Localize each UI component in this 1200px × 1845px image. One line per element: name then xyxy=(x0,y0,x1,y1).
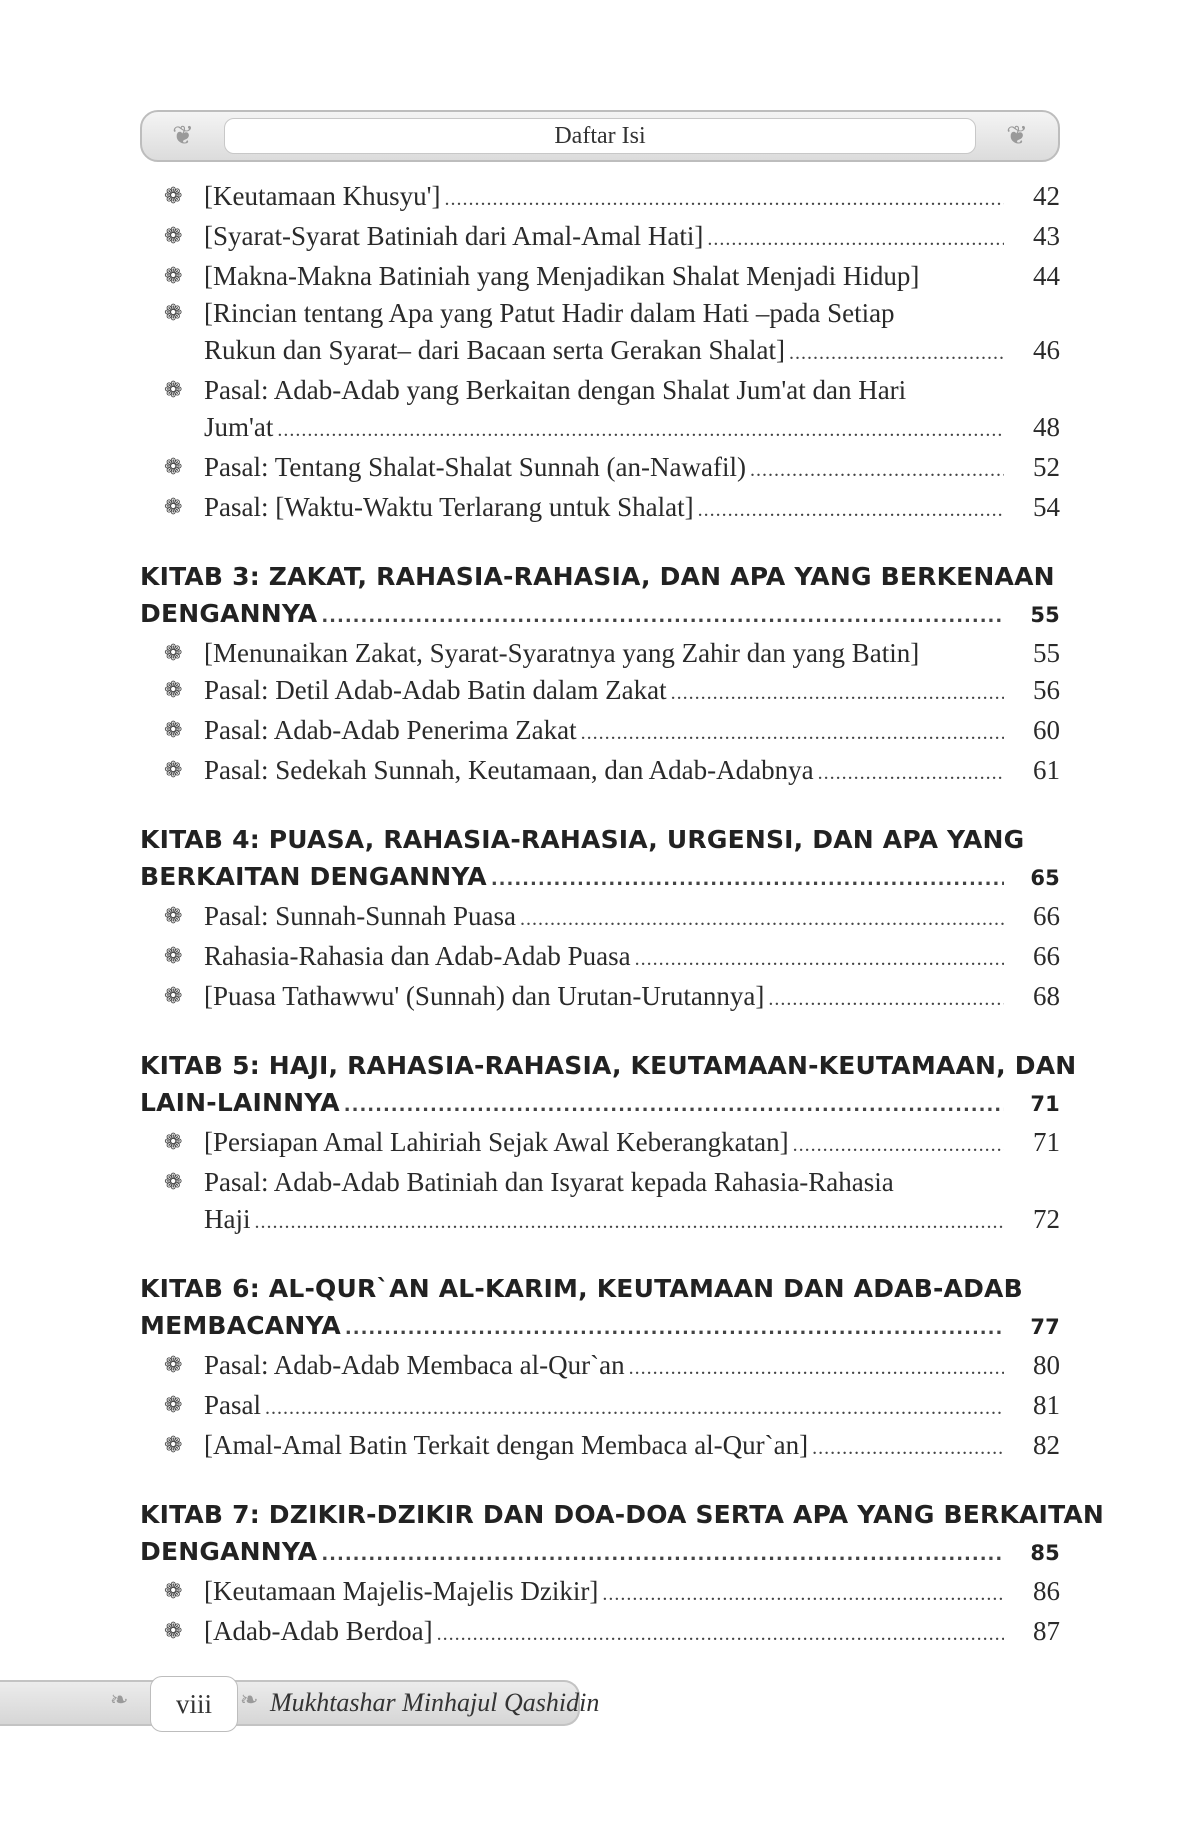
toc-line xyxy=(140,558,1060,595)
toc-page-number: 52 xyxy=(1033,452,1060,482)
toc-line xyxy=(204,178,1060,218)
toc-line-text: Pasal: Adab-Adab Membaca al-Qur`an xyxy=(204,1350,625,1380)
dot-leader xyxy=(635,941,1004,978)
toc-line xyxy=(204,635,1060,672)
toc-line-text: Pasal: [Waktu-Waktu Terlarang untuk Shalat] xyxy=(204,492,694,522)
toc-line xyxy=(140,1533,1060,1573)
flower-bullet-icon: ❁ xyxy=(164,224,183,249)
dot-leader xyxy=(818,755,1004,792)
toc-page-number: 72 xyxy=(1033,1204,1060,1234)
toc-line-text: [Keutamaan Majelis-Majelis Dzikir] xyxy=(204,1576,599,1606)
toc-line xyxy=(140,821,1060,858)
toc-line xyxy=(204,672,1060,712)
dot-leader xyxy=(321,598,1004,635)
toc-line xyxy=(204,752,1060,792)
toc-page-number: 65 xyxy=(1030,866,1060,890)
toc-line-text: Pasal: Adab-Adab Penerima Zakat xyxy=(204,715,577,745)
toc-entry[interactable] xyxy=(140,752,1060,792)
toc-line xyxy=(204,978,1060,1018)
dot-leader xyxy=(321,1536,1004,1573)
toc-line-text: Pasal: Sedekah Sunnah, Keutamaan, dan Adab-Adabnya xyxy=(204,755,814,785)
toc-line xyxy=(204,1387,1060,1427)
toc-line-text: Jum'at xyxy=(204,412,274,442)
toc-chapter-heading[interactable] xyxy=(140,1270,1060,1347)
toc-line-text: BERKAITAN DENGANNYA xyxy=(140,862,487,891)
toc-line xyxy=(204,1164,1060,1201)
dot-leader xyxy=(750,452,1004,489)
toc-line xyxy=(204,489,1060,529)
toc-page-number: 54 xyxy=(1033,492,1060,522)
toc-line-text: [Syarat-Syarat Batiniah dari Amal-Amal Hati] xyxy=(204,221,704,251)
toc-page-number: 44 xyxy=(1033,261,1060,291)
toc-line-text: KITAB 7: DZIKIR-DZIKIR DAN DOA-DOA SERTA APA YANG BERKAITAN xyxy=(140,1500,1105,1529)
toc-entry[interactable] xyxy=(140,295,1060,372)
dot-leader xyxy=(445,181,1004,218)
toc-line-text: [Makna-Makna Batiniah yang Menjadikan Shalat Menjadi Hidup] xyxy=(204,261,920,291)
toc-line-text: MEMBACANYA xyxy=(140,1311,341,1340)
toc-line-text: Rahasia-Rahasia dan Adab-Adab Puasa xyxy=(204,941,631,971)
toc-entry[interactable] xyxy=(140,178,1060,218)
toc-page-number: 87 xyxy=(1033,1616,1060,1646)
dot-leader xyxy=(671,675,1004,712)
flower-bullet-icon: ❁ xyxy=(164,184,183,209)
toc-line xyxy=(204,332,1060,372)
flower-bullet-icon: ❁ xyxy=(164,944,183,969)
toc-line-text: KITAB 3: ZAKAT, RAHASIA-RAHASIA, DAN APA YANG BERKENAAN xyxy=(140,562,1055,591)
dot-leader xyxy=(768,981,1004,1018)
toc-page-number: 55 xyxy=(1030,603,1060,627)
toc-page-number: 85 xyxy=(1030,1541,1060,1565)
filigree-ornament-icon: ❦ xyxy=(172,121,194,151)
toc-line xyxy=(204,372,1060,409)
toc-entry[interactable] xyxy=(140,1427,1060,1467)
toc-page-number: 81 xyxy=(1033,1390,1060,1420)
toc-line-text: [Rincian tentang Apa yang Patut Hadir dalam Hati –pada Setiap xyxy=(204,298,895,328)
flower-bullet-icon: ❁ xyxy=(164,378,183,403)
toc-line-text: [Adab-Adab Berdoa] xyxy=(204,1616,433,1646)
toc-line-text: [Amal-Amal Batin Terkait dengan Membaca al-Qur`an] xyxy=(204,1430,809,1460)
flower-bullet-icon: ❁ xyxy=(164,904,183,929)
toc-line-text: LAIN-LAINNYA xyxy=(140,1088,340,1117)
toc-line xyxy=(140,595,1060,635)
toc-entry[interactable] xyxy=(140,938,1060,978)
dot-leader xyxy=(277,412,1004,449)
toc-entry[interactable] xyxy=(140,898,1060,938)
toc-line-text: Pasal: Adab-Adab yang Berkaitan dengan Shalat Jum'at dan Hari xyxy=(204,375,907,405)
dot-leader xyxy=(812,1430,1004,1467)
toc-line xyxy=(140,1084,1060,1124)
toc-page-number: 77 xyxy=(1030,1315,1060,1339)
toc-entry[interactable] xyxy=(140,489,1060,529)
dot-leader xyxy=(265,1390,1004,1427)
dot-leader xyxy=(698,492,1004,529)
toc-page-number: 66 xyxy=(1033,941,1060,971)
toc-line-text: DENGANNYA xyxy=(140,1537,318,1566)
toc-page-number: 71 xyxy=(1033,1127,1060,1157)
dot-leader xyxy=(602,1576,1004,1613)
toc-line-text: Pasal xyxy=(204,1390,261,1420)
toc-line xyxy=(204,409,1060,449)
flower-bullet-icon: ❁ xyxy=(164,1433,183,1458)
toc-page-number: 48 xyxy=(1033,412,1060,442)
flower-bullet-icon: ❁ xyxy=(164,495,183,520)
toc-page-number: 46 xyxy=(1033,335,1060,365)
dot-leader xyxy=(255,1204,1005,1241)
toc-line-text: Pasal: Detil Adab-Adab Batin dalam Zakat xyxy=(204,675,667,705)
filigree-ornament-icon: ❦ xyxy=(1006,121,1028,151)
toc-entry[interactable] xyxy=(140,372,1060,449)
flower-bullet-icon: ❁ xyxy=(164,758,183,783)
toc-line xyxy=(204,295,1060,332)
flower-bullet-icon: ❁ xyxy=(164,641,183,666)
toc-line-text: Pasal: Adab-Adab Batiniah dan Isyarat kepada Rahasia-Rahasia xyxy=(204,1167,894,1197)
toc-line xyxy=(204,1613,1060,1653)
toc-line-text: [Puasa Tathawwu' (Sunnah) dan Urutan-Urutannya] xyxy=(204,981,765,1011)
toc-line xyxy=(204,1124,1060,1164)
toc-page-number: 68 xyxy=(1033,981,1060,1011)
toc-line xyxy=(204,712,1060,752)
flower-bullet-icon: ❁ xyxy=(164,678,183,703)
toc-page-number: 86 xyxy=(1033,1576,1060,1606)
header-label-box xyxy=(224,118,976,154)
toc-page-number: 56 xyxy=(1033,675,1060,705)
toc-page-number: 80 xyxy=(1033,1350,1060,1380)
flower-bullet-icon: ❁ xyxy=(164,718,183,743)
table-of-contents xyxy=(140,178,1105,1653)
toc-line xyxy=(204,898,1060,938)
toc-page-number: 55 xyxy=(1033,638,1060,668)
toc-line xyxy=(204,258,1060,295)
toc-line xyxy=(140,858,1060,898)
dot-leader xyxy=(793,1127,1004,1164)
toc-entry[interactable] xyxy=(140,978,1060,1018)
toc-line-text: [Menunaikan Zakat, Syarat-Syaratnya yang Zahir dan yang Batin] xyxy=(204,638,920,668)
toc-entry[interactable] xyxy=(140,1573,1060,1613)
toc-line-text: KITAB 5: HAJI, RAHASIA-RAHASIA, KEUTAMAAN-KEUTAMAAN, DAN xyxy=(140,1051,1077,1080)
flower-bullet-icon: ❁ xyxy=(164,1170,183,1195)
toc-chapter-heading[interactable] xyxy=(140,1496,1105,1573)
toc-entry[interactable] xyxy=(140,1347,1060,1387)
flower-bullet-icon: ❁ xyxy=(164,301,183,326)
toc-line xyxy=(204,1347,1060,1387)
toc-entry[interactable] xyxy=(140,1613,1060,1653)
flower-bullet-icon: ❁ xyxy=(164,1579,183,1604)
toc-line-text: KITAB 4: PUASA, RAHASIA-RAHASIA, URGENSI, DAN APA YANG xyxy=(140,825,1025,854)
toc-line-text: Pasal: Tentang Shalat-Shalat Sunnah (an-Nawafil) xyxy=(204,452,746,482)
filigree-ornament-icon: ❧ xyxy=(240,1688,259,1713)
toc-page-number: 66 xyxy=(1033,901,1060,931)
filigree-ornament-icon: ❧ xyxy=(110,1688,129,1713)
toc-line-text: Rukun dan Syarat– dari Bacaan serta Gerakan Shalat] xyxy=(204,335,786,365)
toc-line-text: KITAB 6: AL-QUR`AN AL-KARIM, KEUTAMAAN DAN ADAB-ADAB xyxy=(140,1274,1023,1303)
toc-chapter-heading[interactable] xyxy=(140,558,1060,635)
toc-entry[interactable] xyxy=(140,672,1060,712)
toc-entry[interactable] xyxy=(140,635,1060,672)
toc-entry[interactable] xyxy=(140,258,1060,295)
dot-leader xyxy=(629,1350,1004,1387)
toc-page-number: 61 xyxy=(1033,755,1060,785)
book-title: Mukhtashar Minhajul Qashidin xyxy=(270,1688,600,1717)
toc-chapter-heading[interactable] xyxy=(140,821,1060,898)
toc-line xyxy=(140,1270,1060,1307)
dot-leader xyxy=(491,861,1004,898)
toc-line-text: [Keutamaan Khusyu'] xyxy=(204,181,441,211)
toc-line-text: Pasal: Sunnah-Sunnah Puasa xyxy=(204,901,516,931)
flower-bullet-icon: ❁ xyxy=(164,1393,183,1418)
dot-leader xyxy=(581,715,1004,752)
flower-bullet-icon: ❁ xyxy=(164,984,183,1009)
flower-bullet-icon: ❁ xyxy=(164,264,183,289)
dot-leader xyxy=(789,335,1004,372)
toc-line xyxy=(204,1201,1060,1241)
dot-leader xyxy=(344,1087,1004,1124)
flower-bullet-icon: ❁ xyxy=(164,1130,183,1155)
toc-entry[interactable] xyxy=(140,1164,1060,1241)
toc-page-number: 43 xyxy=(1033,221,1060,251)
toc-line-text: DENGANNYA xyxy=(140,599,318,628)
dot-leader xyxy=(520,901,1004,938)
toc-line xyxy=(140,1307,1060,1347)
toc-entry[interactable] xyxy=(140,449,1060,489)
toc-line xyxy=(204,938,1060,978)
dot-leader xyxy=(707,221,1004,258)
toc-page-number: 60 xyxy=(1033,715,1060,745)
flower-bullet-icon: ❁ xyxy=(164,1619,183,1644)
toc-line xyxy=(204,1573,1060,1613)
toc-line xyxy=(140,1496,1105,1533)
running-footer xyxy=(0,1680,600,1726)
toc-entry[interactable] xyxy=(140,1124,1060,1164)
toc-line xyxy=(140,1047,1077,1084)
dot-leader xyxy=(345,1310,1004,1347)
toc-line-text: [Persiapan Amal Lahiriah Sejak Awal Keberangkatan] xyxy=(204,1127,789,1157)
toc-page-number: 82 xyxy=(1033,1430,1060,1460)
running-header xyxy=(140,110,1060,162)
toc-page-number: 71 xyxy=(1030,1092,1060,1116)
toc-line xyxy=(204,449,1060,489)
toc-entry[interactable] xyxy=(140,712,1060,752)
toc-page-number: 42 xyxy=(1033,181,1060,211)
toc-chapter-heading[interactable] xyxy=(140,1047,1077,1124)
toc-entry[interactable] xyxy=(140,218,1060,258)
page-number: viii xyxy=(150,1676,238,1732)
flower-bullet-icon: ❁ xyxy=(164,1353,183,1378)
header-title: Daftar Isi xyxy=(554,122,646,149)
toc-line xyxy=(204,218,1060,258)
toc-entry[interactable] xyxy=(140,1387,1060,1427)
dot-leader xyxy=(437,1616,1004,1653)
toc-line xyxy=(204,1427,1060,1467)
toc-line-text: Haji xyxy=(204,1204,251,1234)
flower-bullet-icon: ❁ xyxy=(164,455,183,480)
